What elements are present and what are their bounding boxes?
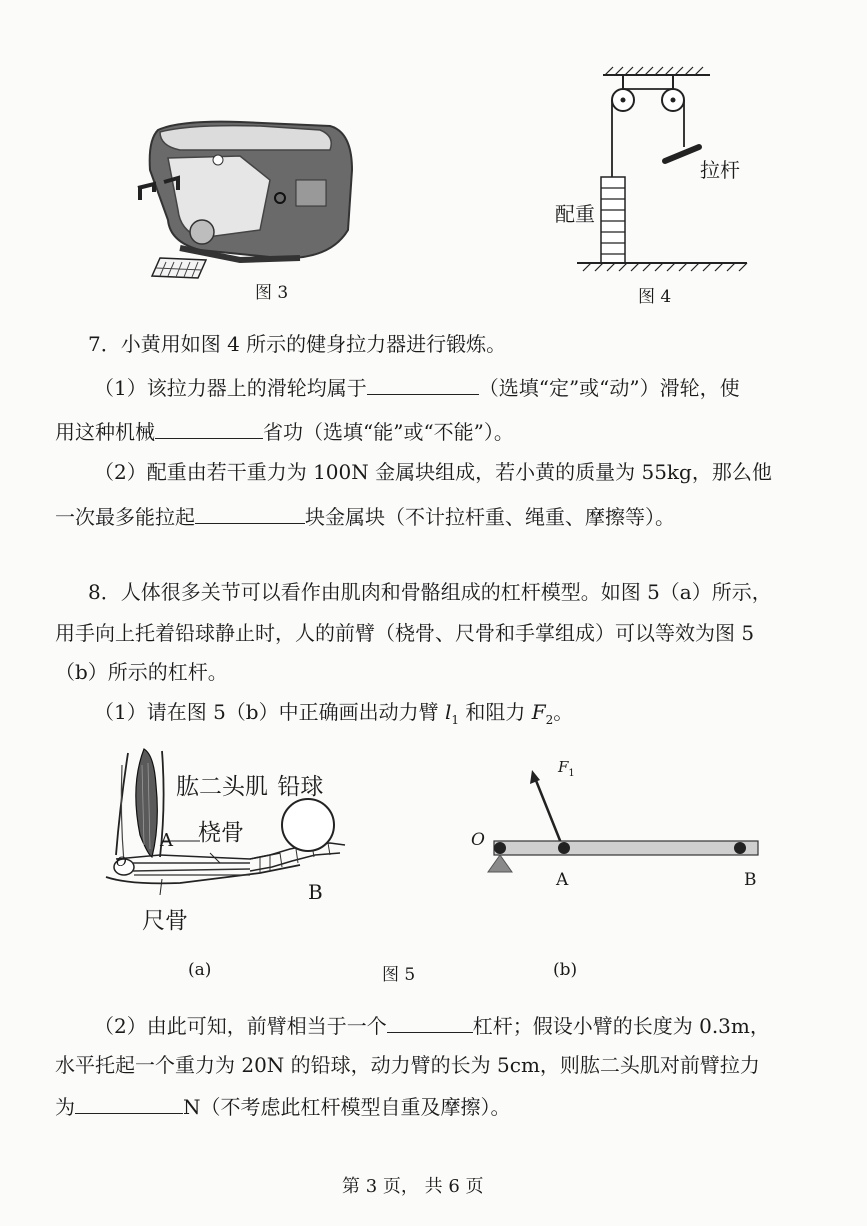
arm-point-o: O [116, 855, 127, 870]
lever-force-f1-label: $F_1$ [558, 758, 575, 779]
pull-rod-label: 拉杆 [700, 158, 740, 182]
q7-part2-line2: 一次最多能拉起 块金属块（不计拉杆重、绳重、摩擦等）。 [55, 505, 675, 529]
q7-part2-line1: （2）配重由若干重力为 100N 金属块组成，若小黄的质量为 55kg，那么他 [94, 460, 772, 484]
q8-stem-line2: 用手向上托着铅球静止时，人的前臂（桡骨、尺骨和手掌组成）可以等效为图 5 [55, 621, 755, 645]
q8-stem-line1: 8．人体很多关节可以看作由肌肉和骨骼组成的杠杆模型。如图 5（a）所示， [88, 580, 772, 604]
arm-point-a: A [160, 830, 173, 851]
q7-blank-2[interactable] [155, 418, 263, 439]
figure-5b-sublabel: (b) [553, 960, 578, 980]
q7-blank-1[interactable] [367, 374, 479, 395]
q8-part2-line2: 水平托起一个重力为 20N 的铅球，动力臂的长为 5cm，则肱二头肌对前臂拉力 [55, 1053, 760, 1077]
q8-blank-2[interactable] [75, 1093, 183, 1114]
lever-point-b: B [744, 870, 757, 890]
lever-point-a: A [556, 870, 569, 890]
lever-point-o: O [471, 830, 485, 850]
q7-stem: 7．小黄用如图 4 所示的健身拉力器进行锻炼。 [88, 332, 507, 356]
arm-point-b: B [308, 880, 323, 904]
q7-blank-3[interactable] [195, 503, 305, 524]
q7-part1-line2: 用这种机械 省功（选填“能”或“不能”）。 [55, 420, 514, 444]
biceps-label: 肱二头肌 [176, 774, 268, 800]
q8-part2-line1: （2）由此可知，前臂相当于一个 杠杆；假设小臂的长度为 0.3m， [94, 1014, 770, 1038]
q7-part1-line1: （1）该拉力器上的滑轮均属于 （选填“定”或“动”）滑轮，使 [94, 376, 740, 400]
figure-4-caption: 图 4 [638, 287, 672, 307]
q8-part1: （1）请在图 5（b）中正确画出动力臂 $l_1$ 和阻力 $F_2$。 [94, 700, 574, 727]
figure-5b-lever [480, 758, 780, 888]
q8-stem-line3: （b）所示的杠杆。 [55, 660, 228, 684]
counterweight-label: 配重 [555, 202, 595, 226]
shot-label: 铅球 [277, 774, 324, 800]
ulna-label: 尺骨 [142, 908, 188, 934]
q8-blank-1[interactable] [387, 1012, 473, 1033]
figure-5a-sublabel: (a) [188, 960, 212, 980]
q8-part2-line3: 为 N（不考虑此杠杆模型自重及摩擦）。 [55, 1095, 511, 1119]
figure-3-caption: 图 3 [255, 283, 289, 303]
page-footer: 第 3 页， 共 6 页 [342, 1176, 484, 1197]
figure-5-caption: 图 5 [382, 965, 416, 985]
figure-3-submersible [120, 110, 360, 285]
radius-label: 桡骨 [198, 820, 244, 846]
